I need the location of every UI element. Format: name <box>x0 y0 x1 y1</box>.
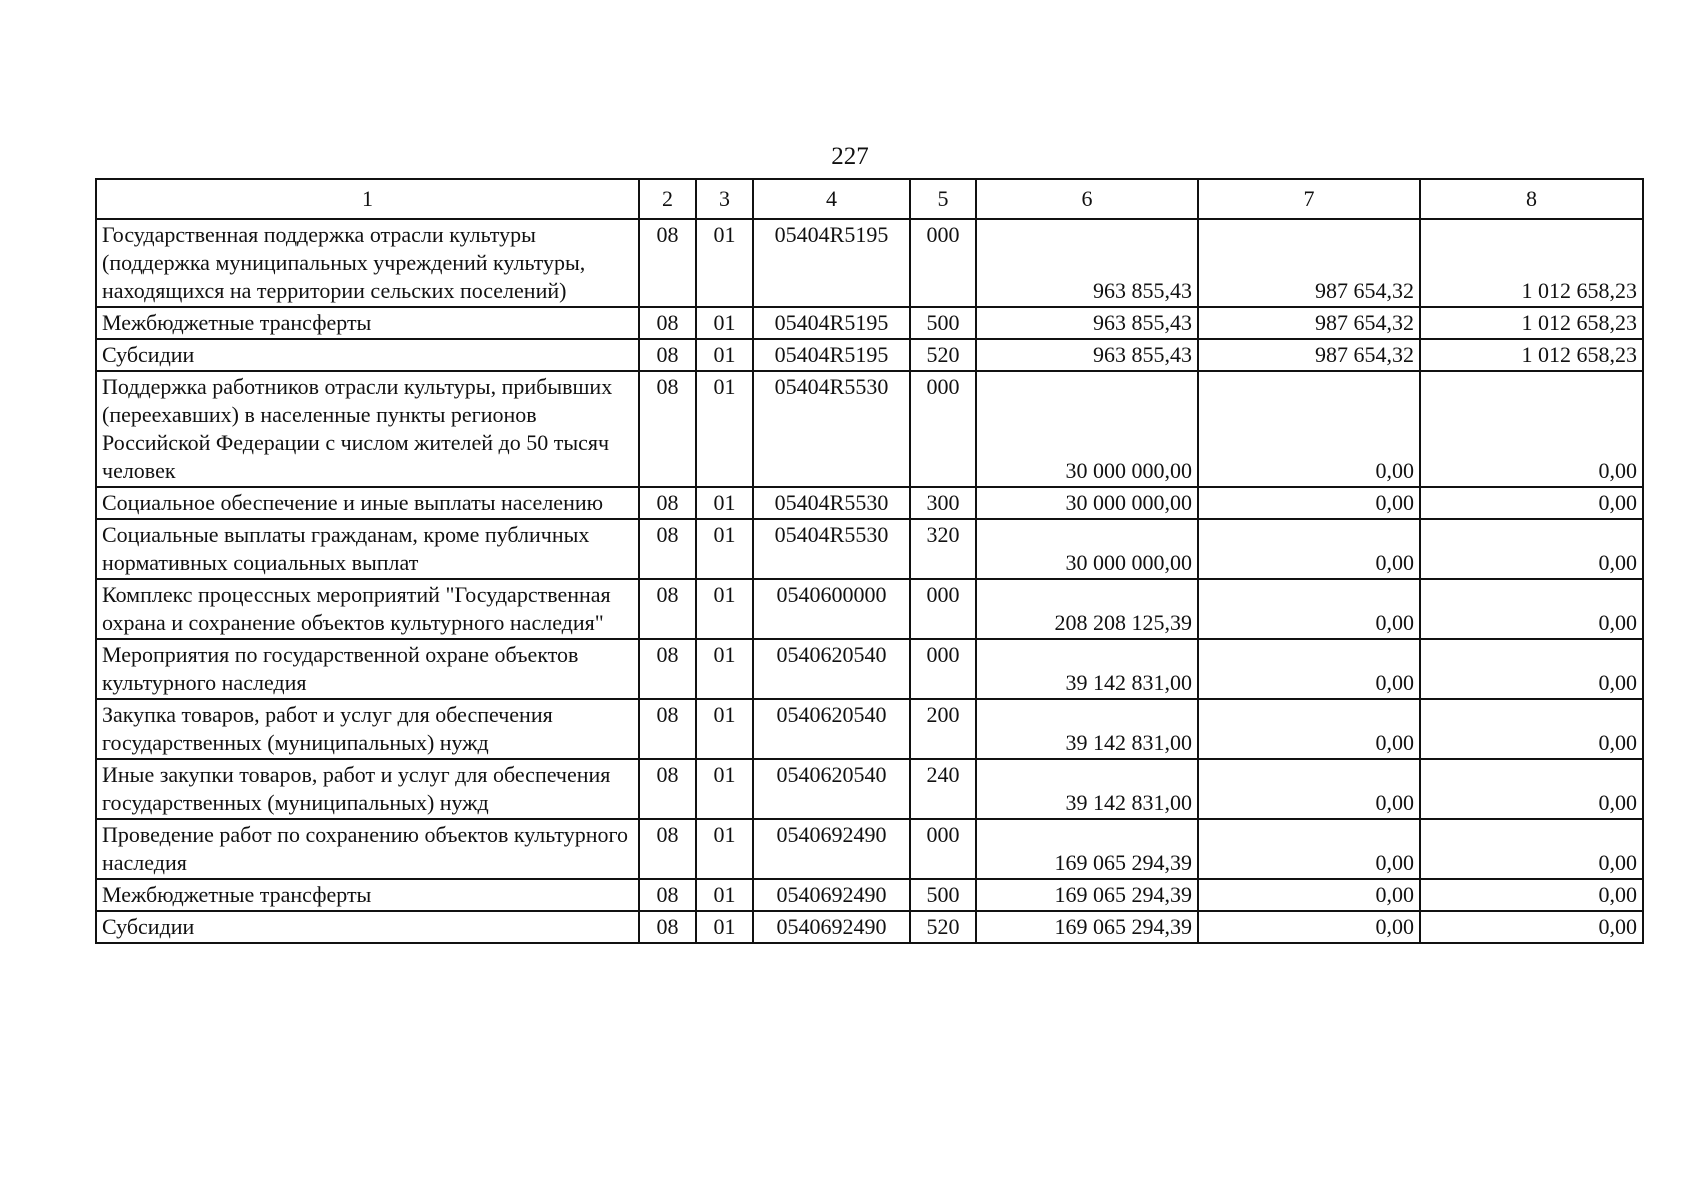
target-article-code: 0540692490 <box>753 879 910 911</box>
amount-col-8: 0,00 <box>1420 759 1643 819</box>
amount-col-6: 963 855,43 <box>976 219 1198 307</box>
amount-col-7: 0,00 <box>1198 819 1420 879</box>
amount-col-7: 987 654,32 <box>1198 339 1420 371</box>
amount-col-7: 0,00 <box>1198 699 1420 759</box>
header-col-2: 2 <box>639 179 696 219</box>
expense-type-code: 320 <box>910 519 976 579</box>
amount-col-8: 0,00 <box>1420 819 1643 879</box>
expense-type-code: 000 <box>910 579 976 639</box>
expense-type-code: 500 <box>910 307 976 339</box>
amount-col-7: 0,00 <box>1198 371 1420 487</box>
expense-type-code: 520 <box>910 339 976 371</box>
target-article-code: 0540620540 <box>753 639 910 699</box>
expense-type-code: 500 <box>910 879 976 911</box>
amount-col-8: 0,00 <box>1420 371 1643 487</box>
item-name: Социальное обеспечение и иные выплаты населению <box>96 487 639 519</box>
subsection-code: 01 <box>696 819 753 879</box>
amount-col-6: 39 142 831,00 <box>976 699 1198 759</box>
target-article-code: 05404R5195 <box>753 307 910 339</box>
header-col-8: 8 <box>1420 179 1643 219</box>
amount-col-8: 1 012 658,23 <box>1420 219 1643 307</box>
section-code: 08 <box>639 307 696 339</box>
amount-col-6: 30 000 000,00 <box>976 487 1198 519</box>
amount-col-7: 987 654,32 <box>1198 219 1420 307</box>
table-row <box>96 371 1643 487</box>
table-row <box>96 759 1643 819</box>
expense-type-code: 000 <box>910 371 976 487</box>
amount-col-6: 963 855,43 <box>976 339 1198 371</box>
item-name: Субсидии <box>96 911 639 943</box>
amount-col-6: 39 142 831,00 <box>976 639 1198 699</box>
subsection-code: 01 <box>696 699 753 759</box>
expense-type-code: 300 <box>910 487 976 519</box>
subsection-code: 01 <box>696 487 753 519</box>
header-col-6: 6 <box>976 179 1198 219</box>
table-row <box>96 819 1643 879</box>
amount-col-6: 169 065 294,39 <box>976 819 1198 879</box>
amount-col-6: 39 142 831,00 <box>976 759 1198 819</box>
amount-col-7: 0,00 <box>1198 519 1420 579</box>
subsection-code: 01 <box>696 371 753 487</box>
item-name: Государственная поддержка отрасли культуры (поддержка муниципальных учреждений культуры, находящихся на территории сельских поселений) <box>96 219 639 307</box>
table-row <box>96 911 1643 943</box>
amount-col-7: 0,00 <box>1198 579 1420 639</box>
amount-col-8: 0,00 <box>1420 487 1643 519</box>
section-code: 08 <box>639 759 696 819</box>
section-code: 08 <box>639 579 696 639</box>
subsection-code: 01 <box>696 307 753 339</box>
budget-table <box>95 178 1644 944</box>
table-row <box>96 579 1643 639</box>
expense-type-code: 000 <box>910 639 976 699</box>
subsection-code: 01 <box>696 519 753 579</box>
subsection-code: 01 <box>696 219 753 307</box>
expense-type-code: 520 <box>910 911 976 943</box>
target-article-code: 0540692490 <box>753 819 910 879</box>
expense-type-code: 000 <box>910 819 976 879</box>
table-body <box>96 219 1643 943</box>
header-col-7: 7 <box>1198 179 1420 219</box>
target-article-code: 05404R5530 <box>753 519 910 579</box>
table-row <box>96 219 1643 307</box>
amount-col-7: 0,00 <box>1198 639 1420 699</box>
amount-col-8: 0,00 <box>1420 579 1643 639</box>
section-code: 08 <box>639 519 696 579</box>
section-code: 08 <box>639 487 696 519</box>
target-article-code: 0540620540 <box>753 699 910 759</box>
table-row <box>96 699 1643 759</box>
amount-col-8: 1 012 658,23 <box>1420 339 1643 371</box>
target-article-code: 05404R5195 <box>753 219 910 307</box>
amount-col-7: 0,00 <box>1198 487 1420 519</box>
table-row <box>96 879 1643 911</box>
item-name: Социальные выплаты гражданам, кроме публичных нормативных социальных выплат <box>96 519 639 579</box>
target-article-code: 05404R5530 <box>753 371 910 487</box>
section-code: 08 <box>639 339 696 371</box>
section-code: 08 <box>639 219 696 307</box>
item-name: Поддержка работников отрасли культуры, прибывших (переехавших) в населенные пункты регионов Российской Федерации с числом жителей до 50 тысяч человек <box>96 371 639 487</box>
amount-col-7: 0,00 <box>1198 759 1420 819</box>
expense-type-code: 240 <box>910 759 976 819</box>
subsection-code: 01 <box>696 339 753 371</box>
section-code: 08 <box>639 819 696 879</box>
table-row <box>96 307 1643 339</box>
amount-col-8: 0,00 <box>1420 699 1643 759</box>
header-row <box>96 179 1643 219</box>
subsection-code: 01 <box>696 911 753 943</box>
target-article-code: 0540692490 <box>753 911 910 943</box>
item-name: Проведение работ по сохранению объектов культурного наследия <box>96 819 639 879</box>
target-article-code: 0540600000 <box>753 579 910 639</box>
header-col-5: 5 <box>910 179 976 219</box>
amount-col-8: 1 012 658,23 <box>1420 307 1643 339</box>
amount-col-8: 0,00 <box>1420 911 1643 943</box>
amount-col-8: 0,00 <box>1420 519 1643 579</box>
section-code: 08 <box>639 699 696 759</box>
item-name: Межбюджетные трансферты <box>96 879 639 911</box>
section-code: 08 <box>639 371 696 487</box>
amount-col-7: 0,00 <box>1198 879 1420 911</box>
item-name: Закупка товаров, работ и услуг для обеспечения государственных (муниципальных) нужд <box>96 699 639 759</box>
amount-col-8: 0,00 <box>1420 639 1643 699</box>
amount-col-7: 0,00 <box>1198 911 1420 943</box>
amount-col-6: 963 855,43 <box>976 307 1198 339</box>
table-row <box>96 487 1643 519</box>
amount-col-7: 987 654,32 <box>1198 307 1420 339</box>
header-col-4: 4 <box>753 179 910 219</box>
table-row <box>96 639 1643 699</box>
amount-col-6: 30 000 000,00 <box>976 519 1198 579</box>
item-name: Иные закупки товаров, работ и услуг для обеспечения государственных (муниципальных) нужд <box>96 759 639 819</box>
section-code: 08 <box>639 639 696 699</box>
amount-col-6: 169 065 294,39 <box>976 911 1198 943</box>
amount-col-6: 208 208 125,39 <box>976 579 1198 639</box>
subsection-code: 01 <box>696 639 753 699</box>
subsection-code: 01 <box>696 579 753 639</box>
item-name: Комплекс процессных мероприятий "Государственная охрана и сохранение объектов культурного наследия" <box>96 579 639 639</box>
subsection-code: 01 <box>696 879 753 911</box>
expense-type-code: 000 <box>910 219 976 307</box>
amount-col-6: 30 000 000,00 <box>976 371 1198 487</box>
header-col-1: 1 <box>96 179 639 219</box>
section-code: 08 <box>639 879 696 911</box>
table-row <box>96 519 1643 579</box>
section-code: 08 <box>639 911 696 943</box>
item-name: Мероприятия по государственной охране объектов культурного наследия <box>96 639 639 699</box>
amount-col-8: 0,00 <box>1420 879 1643 911</box>
table-row <box>96 339 1643 371</box>
expense-type-code: 200 <box>910 699 976 759</box>
item-name: Субсидии <box>96 339 639 371</box>
target-article-code: 05404R5195 <box>753 339 910 371</box>
item-name: Межбюджетные трансферты <box>96 307 639 339</box>
header-col-3: 3 <box>696 179 753 219</box>
target-article-code: 0540620540 <box>753 759 910 819</box>
target-article-code: 05404R5530 <box>753 487 910 519</box>
subsection-code: 01 <box>696 759 753 819</box>
page-number: 227 <box>831 143 869 170</box>
amount-col-6: 169 065 294,39 <box>976 879 1198 911</box>
